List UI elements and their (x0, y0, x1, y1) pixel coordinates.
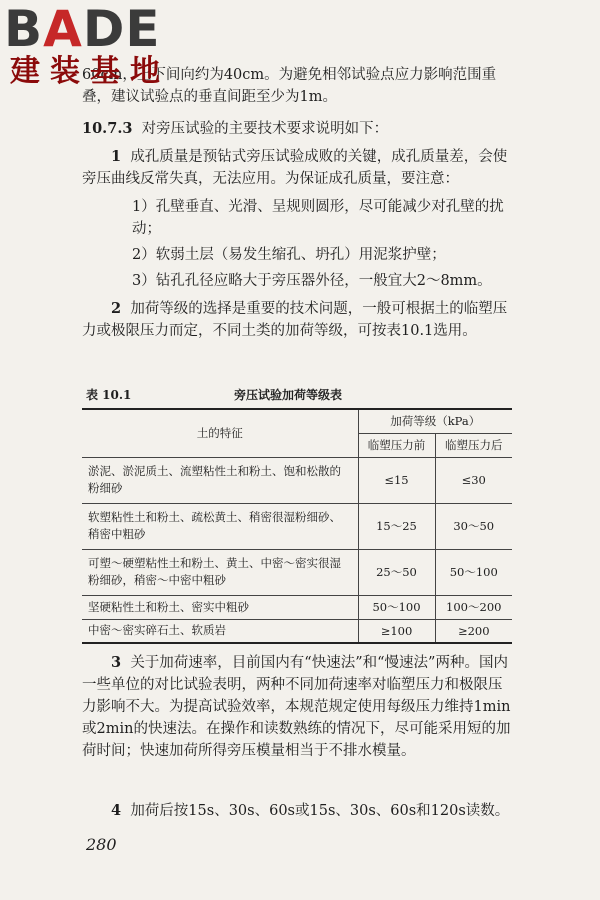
item-4-paragraph (82, 800, 512, 822)
loading-grade-table (82, 408, 512, 644)
item-text: 关于加荷速率，目前国内有“快速法”和“慢速法”两种。国内一些单位的对比试验表明，两种不同加荷速率对临塑压力和极限压力影响不大。为提高试验效率，本规范规定使用每级压力维持1min或2min的快速法。在操作和读数熟练的情况下，尽可能采用短的加荷时间；快速加荷所得旁压模量相当于不排水模量。 (82, 655, 511, 759)
page-number: 280 (86, 835, 117, 854)
cell-before: 50～100 (358, 595, 435, 619)
item-1-paragraph (82, 146, 512, 190)
cell-feature: 可塑～硬塑粘性土和粉土、黄土、中密～密实很湿粉细砂，稍密～中密中粗砂 (82, 549, 358, 595)
cell-feature: 淤泥、淤泥质土、流塑粘性土和粉土、饱和松散的粉细砂 (82, 457, 358, 503)
table-number: 表 10.1 (86, 388, 132, 402)
bade-watermark-logo (4, 0, 170, 89)
header-after-critical: 临塑压力后 (435, 433, 512, 457)
header-loading-grade: 加荷等级（kPa） (358, 409, 512, 433)
cell-after: 100～200 (435, 595, 512, 619)
list-item-3: 3）钻孔孔径应略大于旁压器外径，一般宜大2～8mm。 (132, 273, 492, 289)
table-row (82, 595, 512, 619)
logo-wordmark: BADE (4, 0, 161, 58)
table-row (82, 457, 512, 503)
continuation-paragraph: 60cm，上下间向约为40cm。为避免相邻试验点应力影响范围重叠，建议试验点的垂直间距至少为1m。 (82, 67, 497, 105)
item-text: 加荷后按15s、30s、60s或15s、30s、60s和120s读数。 (130, 803, 510, 819)
logo-subtitle: 建装基地 (10, 54, 170, 89)
item-2-paragraph (82, 298, 512, 342)
list-item-1: 1）孔壁垂直、光滑、呈规则圆形，尽可能减少对孔壁的扰动； (132, 199, 504, 237)
item-number: 3 (111, 654, 122, 671)
section-10-7-3 (82, 118, 512, 140)
item-number: 4 (111, 802, 122, 819)
cell-before: 25～50 (358, 549, 435, 595)
cell-feature: 中密～密实碎石土、软质岩 (82, 619, 358, 643)
cell-after: 30～50 (435, 503, 512, 549)
cell-before: ≤15 (358, 457, 435, 503)
header-before-critical: 临塑压力前 (358, 433, 435, 457)
cell-after: 50～100 (435, 549, 512, 595)
cell-before: ≥100 (358, 619, 435, 643)
cell-feature: 坚硬粘性土和粉土、密实中粗砂 (82, 595, 358, 619)
cell-before: 15～25 (358, 503, 435, 549)
section-text: 对旁压试验的主要技术要求说明如下： (141, 121, 389, 137)
cell-after: ≥200 (435, 619, 512, 643)
item-3-paragraph (82, 652, 512, 762)
table-row (82, 503, 512, 549)
list-item-2: 2）软弱土层（易发生缩孔、坍孔）用泥浆护壁； (132, 247, 446, 263)
item-number: 2 (111, 300, 122, 317)
cell-feature: 软塑粘性土和粉土、疏松黄土、稍密很湿粉细砂、稍密中粗砂 (82, 503, 358, 549)
table-row (82, 549, 512, 595)
item-number: 1 (111, 148, 122, 165)
cell-after: ≤30 (435, 457, 512, 503)
item-text: 成孔质量是预钻式旁压试验成败的关键，成孔质量差，会使旁压曲线反常失真，无法应用。为保证成孔质量，要注意： (82, 149, 508, 187)
table-row (82, 619, 512, 643)
header-soil-feature: 土的特征 (82, 409, 358, 457)
item-text: 加荷等级的选择是重要的技术问题，一般可根据土的临塑压力或极限压力而定，不同土类的加荷等级，可按表10.1选用。 (82, 301, 508, 339)
section-number: 10.7.3 (82, 120, 133, 137)
table-title: 旁压试验加荷等级表 (234, 388, 343, 402)
